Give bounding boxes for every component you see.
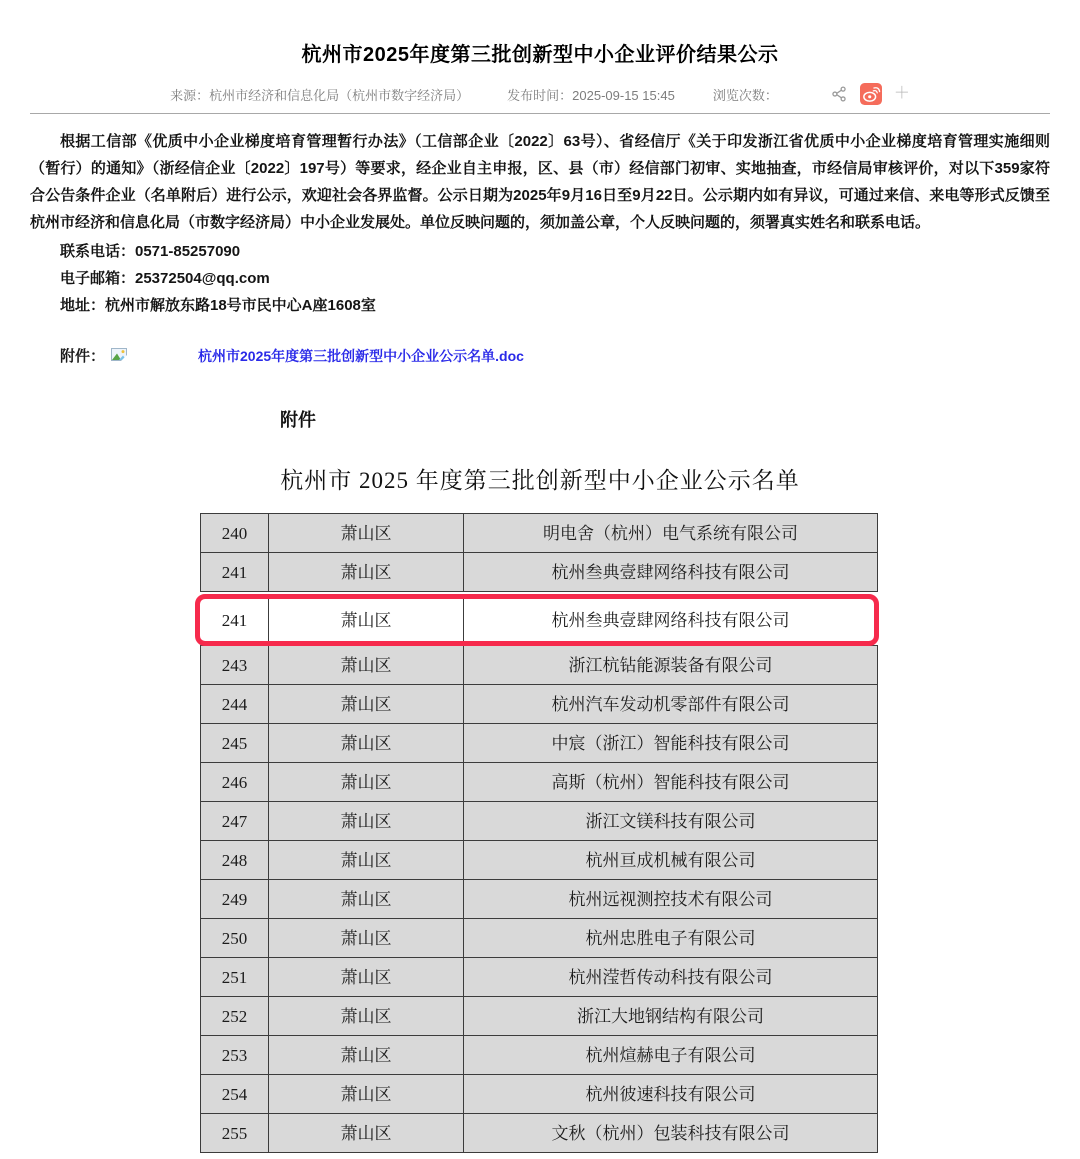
table-row	[200, 723, 878, 763]
cell-district: 萧山区	[269, 514, 464, 552]
contact-address: 地址：杭州市解放东路18号市民中心A座1608室	[60, 297, 376, 314]
table-row	[200, 684, 878, 724]
cell-no: 241	[201, 553, 269, 591]
cell-district: 萧山区	[269, 646, 464, 684]
cell-company: 杭州煊赫电子有限公司	[585, 1045, 756, 1065]
cell-district: 萧山区	[269, 599, 464, 641]
attachment-line	[30, 345, 1050, 366]
cell-no: 250	[201, 919, 269, 957]
cell-district: 萧山区	[269, 958, 464, 996]
cell-no: 248	[201, 841, 269, 879]
announcement-paragraph: 根据工信部《优质中小企业梯度培育管理暂行办法》（工信部企业〔2022〕63号）、省经信厅《关于印发浙江省优质中小企业梯度培育管理实施细则（暂行）的通知》（浙经信企业〔2022〕197号）等要求，经企业自主申报，区、县（市）经信部门初审、实地抽查，市经信局审核评价，对以下359家符合公告条件企业（名单附后）进行公示，欢迎社会各界监督。公示日期为2025年9月16日至9月22日。公示期内如有异议，可通过来信、来电等形式反馈至杭州市经济和信息化局（市数字经济局）中小企业发展处。单位反映问题的，须加盖公章，个人反映问题的，须署真实姓名和联系电话。	[30, 133, 1050, 231]
cell-no: 240	[201, 514, 269, 552]
table-row	[200, 762, 878, 802]
weibo-icon[interactable]	[860, 83, 882, 105]
cell-district: 萧山区	[269, 1075, 464, 1113]
cell-company: 文秋（杭州）包装科技有限公司	[551, 1123, 790, 1143]
share-toolbar	[830, 83, 910, 105]
cell-district: 萧山区	[269, 724, 464, 762]
cell-company: 杭州远视测控技术有限公司	[568, 889, 773, 909]
cell-district: 萧山区	[269, 685, 464, 723]
cell-district: 萧山区	[269, 802, 464, 840]
cell-company: 高斯（杭州）智能科技有限公司	[551, 772, 790, 792]
table-row	[200, 513, 878, 553]
cell-company: 杭州亘成机械有限公司	[585, 850, 756, 870]
table-row	[200, 1035, 878, 1075]
cell-company: 杭州彼速科技有限公司	[585, 1084, 756, 1104]
cell-company: 杭州滢哲传动科技有限公司	[568, 967, 773, 987]
cell-no: 241	[201, 599, 269, 641]
cell-company: 浙江大地钢结构有限公司	[577, 1006, 764, 1026]
cell-company: 明电舍（杭州）电气系统有限公司	[543, 523, 798, 543]
table-row	[200, 957, 878, 997]
table-row-highlighted	[200, 598, 878, 642]
contact-block	[30, 238, 1050, 319]
cell-district: 萧山区	[269, 880, 464, 918]
cell-no: 249	[201, 880, 269, 918]
table-row	[200, 801, 878, 841]
page-title: 杭州市2025年度第三批创新型中小企业评价结果公示	[301, 44, 779, 66]
cell-no: 254	[201, 1075, 269, 1113]
cell-no: 247	[201, 802, 269, 840]
contact-email: 电子邮箱：25372504@qq.com	[60, 270, 270, 287]
cell-company: 中宸（浙江）智能科技有限公司	[551, 733, 790, 753]
share-nodes-icon[interactable]	[830, 85, 848, 103]
cell-company: 浙江文镁科技有限公司	[585, 811, 756, 831]
broken-image-icon	[111, 348, 128, 363]
table-row	[200, 1074, 878, 1114]
cell-company: 浙江杭钻能源装备有限公司	[568, 655, 773, 675]
table-row	[200, 918, 878, 958]
cell-district: 萧山区	[269, 1114, 464, 1152]
cell-company: 杭州忠胜电子有限公司	[585, 928, 756, 948]
header-divider	[30, 113, 1050, 114]
cell-district: 萧山区	[269, 841, 464, 879]
cell-district: 萧山区	[269, 553, 464, 591]
table-row	[200, 552, 878, 592]
meta-bar	[30, 83, 1050, 105]
cell-no: 251	[201, 958, 269, 996]
table-row	[200, 645, 878, 685]
cell-no: 243	[201, 646, 269, 684]
cell-no: 244	[201, 685, 269, 723]
company-table	[200, 513, 878, 1153]
attachment-link[interactable]: 杭州市2025年度第三批创新型中小企业公示名单.doc	[198, 347, 524, 364]
attachment-label: 附件：	[60, 348, 106, 365]
meta-source: 来源：杭州市经济和信息化局（杭州市数字经济局）	[170, 87, 470, 103]
cell-company: 杭州叁典壹肆网络科技有限公司	[551, 562, 790, 582]
cell-district: 萧山区	[269, 919, 464, 957]
cell-company: 杭州汽车发动机零部件有限公司	[551, 694, 790, 714]
cell-no: 245	[201, 724, 269, 762]
plus-icon[interactable]: ＋	[893, 85, 910, 102]
cell-no: 246	[201, 763, 269, 801]
meta-publish-time: 发布时间：2025-09-15 15:45	[507, 87, 675, 103]
cell-no: 253	[201, 1036, 269, 1074]
cell-district: 萧山区	[269, 1036, 464, 1074]
cell-district: 萧山区	[269, 997, 464, 1035]
table-row	[200, 840, 878, 880]
contact-phone: 联系电话：0571-85257090	[60, 243, 241, 260]
cell-district: 萧山区	[269, 763, 464, 801]
annex-heading: 附件	[280, 410, 316, 430]
cell-no: 255	[201, 1114, 269, 1152]
annex-table-title: 杭州市 2025 年度第三批创新型中小企业公示名单	[280, 468, 800, 493]
cell-company: 杭州叁典壹肆网络科技有限公司	[551, 610, 790, 630]
table-row	[200, 1113, 878, 1153]
table-row	[200, 996, 878, 1036]
meta-views: 浏览次数：	[712, 87, 778, 103]
table-row	[200, 879, 878, 919]
cell-no: 252	[201, 997, 269, 1035]
